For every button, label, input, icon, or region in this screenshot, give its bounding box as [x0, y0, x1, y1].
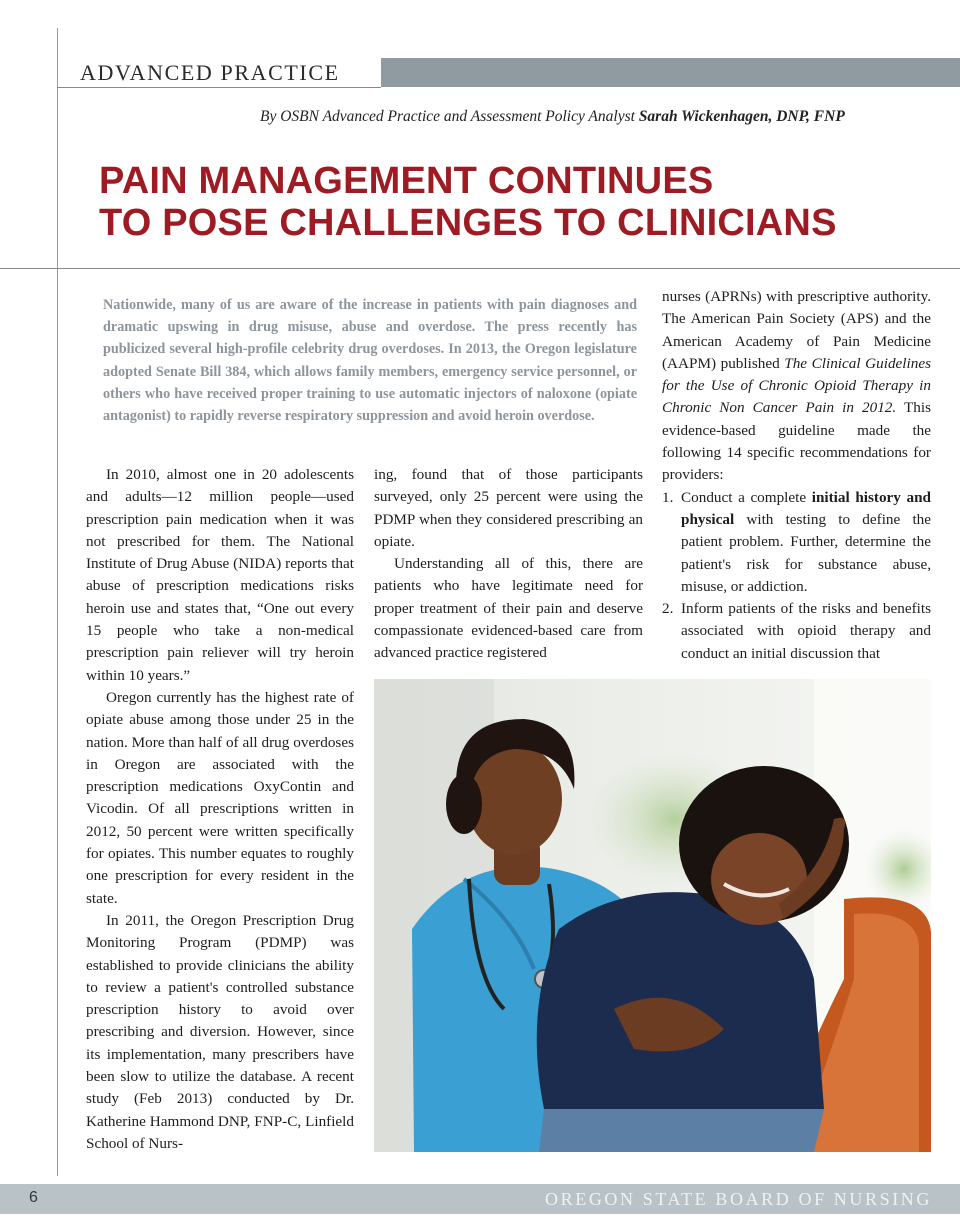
byline-prefix: By OSBN Advanced Practice and Assessment Policy Analyst: [260, 108, 639, 125]
column-1: [86, 464, 354, 1155]
item2-text: Inform patients of the risks and benefits associated with opioid therapy and conduct an initial discussion that: [681, 600, 931, 662]
byline: [260, 108, 845, 126]
col3-intro-a: nurses (APRNs) with prescriptive authority. The American Pain Society (APS) and the American Academy of Pain Medicine (AAPM) published: [662, 288, 931, 372]
list-number: 1.: [662, 488, 674, 506]
item1-bold: initial history and physical: [681, 488, 931, 528]
title-divider: [0, 268, 960, 269]
section-bar: [381, 58, 960, 87]
byline-author: Sarah Wickenhagen, DNP, FNP: [638, 108, 845, 125]
publication-name: OREGON STATE BOARD OF NURSING: [545, 1189, 932, 1209]
section-label: ADVANCED PRACTICE: [80, 60, 340, 85]
col1-paragraph-2: Oregon currently has the highest rate of opiate abuse among those under 25 in the nation. More than half of all drug overdoses in Oregon are associated with the prescription medications OxyContin and Vicodin. Of all prescriptions written in 2012, 50 percent were written specifically for opiates. This number equates to roughly one prescription for every resident in the state.: [86, 688, 354, 907]
col2-paragraph-1: ing, found that of those participants surveyed, only 25 percent were using the PDMP when they considered prescribing an opiate.: [374, 466, 643, 550]
col1-paragraph-3: In 2011, the Oregon Prescription Drug Monitoring Program (PDMP) was established to provide clinicians the ability to review a patient's controlled substance prescription history to avoid over prescribing and diversion. However, since its implementation, many prescribers have been slow to utilize the database. A recent study (Feb 2013) conducted by Dr. Katherine Hammond DNP, FNP-C, Linfield School of Nurs-: [86, 911, 354, 1152]
item1-text-a: Conduct a complete: [681, 488, 812, 506]
list-item: [662, 487, 931, 598]
col1-paragraph-1: In 2010, almost one in 20 adolescents and adults—12 million people—used prescription pain medication when it was not prescribed for them. The National Institute of Drug Abuse (NIDA) reports that abuse of prescription medications risks heroin use and states that, “One out every 15 people who take a non-medical prescription pain reliever will try heroin within 10 years.”: [86, 466, 354, 684]
guideline-title: The Clinical Guidelines for the Use of Chronic Opioid Therapy in Chronic Non Cancer Pain in 2012.: [662, 354, 931, 417]
item1-text-b: with testing to define the patient problem. Further, determine the patient's risk for substance abuse, misuse, or addiction.: [681, 510, 931, 595]
col3-intro-b: This evidence-based guideline made the following 14 specific recommendations for providers:: [662, 399, 931, 484]
list-number: 2.: [662, 600, 674, 618]
title-line-1: PAIN MANAGEMENT CONTINUES: [99, 160, 714, 202]
margin-rule: [57, 28, 58, 1176]
col2-paragraph-2: Understanding all of this, there are patients who have legitimate need for proper treatment of their pain and deserve compassionate evidenced-based care from advanced practice registered: [374, 555, 643, 662]
col3-intro: [662, 286, 931, 487]
section-underline: [57, 87, 381, 88]
photo-illustration: [374, 679, 931, 1152]
article-title: [99, 160, 837, 244]
lead-paragraph: Nationwide, many of us are aware of the increase in patients with pain diagnoses and dramatic upswing in drug misuse, abuse and overdose. The press recently has publicized several high-profile celebrity drug overdoses. In 2013, the Oregon legislature adopted Senate Bill 384, which allows family members, emergency service personnel, or others who have received proper training to use automatic injectors of naloxone (opiate antagonist) to rapidly reverse respiratory suppression and avoid heroin overdose.: [103, 297, 637, 425]
list-item: [662, 598, 931, 665]
nurse-patient-photo: [374, 679, 931, 1152]
title-line-2: TO POSE CHALLENGES TO CLINICIANS: [99, 202, 837, 244]
column-2: [374, 464, 643, 665]
recommendations-list: [662, 487, 931, 665]
column-3: [662, 286, 931, 665]
page-number: 6: [29, 1189, 38, 1206]
